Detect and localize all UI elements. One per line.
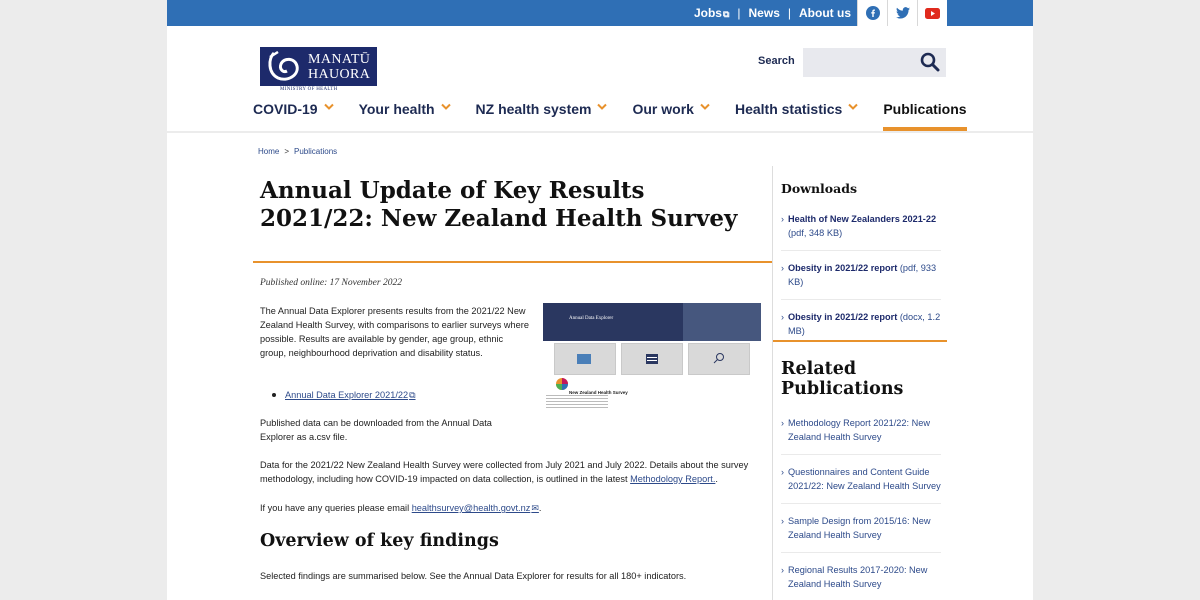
findings-paragraph: Selected findings are summarised below. See the Annual Data Explorer for results for all 180+ indicators.	[260, 571, 687, 581]
facebook-icon[interactable]	[857, 0, 887, 26]
separator: |	[787, 6, 791, 20]
chevron-right-icon: ›	[781, 263, 784, 273]
methodology-report-link[interactable]: Methodology Report.	[630, 474, 716, 484]
downloads-heading: Downloads	[781, 181, 857, 196]
logo-line2: HAUORA	[308, 67, 371, 82]
download-item[interactable]: › Obesity in 2021/22 report (docx, 1.2 MB)	[781, 312, 941, 336]
breadcrumb-publications[interactable]: Publications	[294, 147, 338, 156]
search-label: Search	[758, 55, 795, 67]
breadcrumb-home[interactable]: Home	[258, 147, 280, 156]
youtube-icon[interactable]	[917, 0, 947, 26]
chevron-right-icon: ›	[781, 565, 784, 575]
intro-paragraph: The Annual Data Explorer presents results from the 2021/22 New Zealand Health Survey, with comparisons to earlier surveys where possible. Results are available by gender, age group, ethnic group, neighbourhood deprivation and disability status.	[260, 306, 529, 358]
external-link-icon: ⧉	[722, 9, 730, 19]
thumbnail-card	[688, 343, 750, 375]
nav-our-work[interactable]: Our work	[632, 101, 709, 131]
methodology-paragraph: Data for the 2021/22 New Zealand Health Survey were collected from July 2021 and July 2022. Details about the survey methodology, including how COVID-19 impacted on data collection, is outlined in the latest Methodology Report..	[260, 460, 749, 484]
sidebar	[772, 166, 946, 600]
twitter-icon[interactable]	[887, 0, 917, 26]
chevron-down-icon	[324, 103, 334, 111]
nav-health-statistics[interactable]: Health statistics	[735, 101, 858, 131]
published-date: Published online: 17 November 2022	[260, 278, 402, 288]
external-link-icon: ⧉	[409, 390, 416, 400]
mail-icon: ✉	[531, 503, 539, 513]
related-publications-heading: Related Publications	[781, 359, 904, 399]
search-icon[interactable]	[920, 52, 942, 74]
chevron-down-icon	[597, 103, 607, 111]
related-item[interactable]: › Regional Results 2017-2020: New Zealand Health Survey	[781, 565, 928, 589]
chevron-right-icon: ›	[781, 312, 784, 322]
logo-line1: MANATŪ	[308, 52, 371, 67]
download-item[interactable]: › Obesity in 2021/22 report (pdf, 933 KB)	[781, 261, 941, 300]
breadcrumb: Home > Publications	[258, 147, 338, 156]
data-explorer-thumbnail[interactable]	[543, 303, 761, 413]
chevron-down-icon	[441, 103, 451, 111]
search-input[interactable]	[803, 48, 946, 77]
main-nav	[253, 101, 967, 131]
top-bar	[167, 0, 1033, 26]
survey-logo-icon	[556, 378, 568, 390]
nav-nz-health-system[interactable]: NZ health system	[476, 101, 608, 131]
thumbnail-card	[554, 343, 616, 375]
ministry-logo[interactable]	[260, 47, 377, 86]
download-item[interactable]: › Health of New Zealanders 2021-22 (pdf, 348 KB)	[781, 212, 941, 251]
main-content	[167, 133, 1033, 600]
download-paragraph: Published data can be downloaded from the Annual Data Explorer as a.csv file.	[260, 418, 492, 442]
section-heading: Overview of key findings	[260, 531, 499, 551]
koru-icon	[266, 51, 304, 82]
logo-subtitle: MINISTRY OF HEALTH	[280, 87, 338, 92]
nav-your-health[interactable]: Your health	[359, 101, 451, 131]
chevron-down-icon	[700, 103, 710, 111]
bullet-dot	[272, 393, 276, 397]
chevron-right-icon: ›	[781, 418, 784, 428]
thumbnail-title: Annual Data Explorer	[569, 316, 614, 321]
contact-paragraph: If you have any queries please email healthsurvey@health.govt.nz✉.	[260, 503, 542, 513]
divider	[253, 261, 773, 263]
thumbnail-logo-text: New Zealand Health Survey	[569, 390, 628, 395]
email-link[interactable]: healthsurvey@health.govt.nz✉	[411, 503, 539, 513]
downloads-list	[781, 212, 941, 358]
sidebar-divider	[773, 340, 947, 342]
nav-covid-19[interactable]: COVID-19	[253, 101, 334, 131]
separator: |	[737, 6, 741, 20]
social-links	[857, 0, 947, 26]
site-header	[167, 26, 1033, 131]
chevron-right-icon: ›	[781, 214, 784, 224]
jobs-link[interactable]: Jobs⧉	[693, 6, 730, 20]
chevron-right-icon: ›	[781, 516, 784, 526]
news-link[interactable]: News	[748, 6, 780, 20]
page-title: Annual Update of Key Results 2021/22: New Zealand Health Survey	[260, 177, 738, 232]
chevron-right-icon: ›	[781, 467, 784, 477]
nav-publications[interactable]: Publications	[883, 101, 966, 131]
related-item[interactable]: › Methodology Report 2021/22: New Zealand Health Survey	[781, 416, 941, 455]
related-item[interactable]: › Sample Design from 2015/16: New Zealand Health Survey	[781, 514, 941, 553]
related-list	[781, 416, 941, 600]
chevron-down-icon	[848, 103, 858, 111]
top-links	[694, 0, 851, 26]
thumbnail-card	[621, 343, 683, 375]
related-item[interactable]: › Questionnaires and Content Guide 2021/22: New Zealand Health Survey	[781, 465, 941, 504]
about-us-link[interactable]: About us	[799, 6, 851, 20]
list-item	[272, 388, 416, 402]
annual-data-explorer-link[interactable]: Annual Data Explorer 2021/22⧉	[285, 390, 416, 400]
